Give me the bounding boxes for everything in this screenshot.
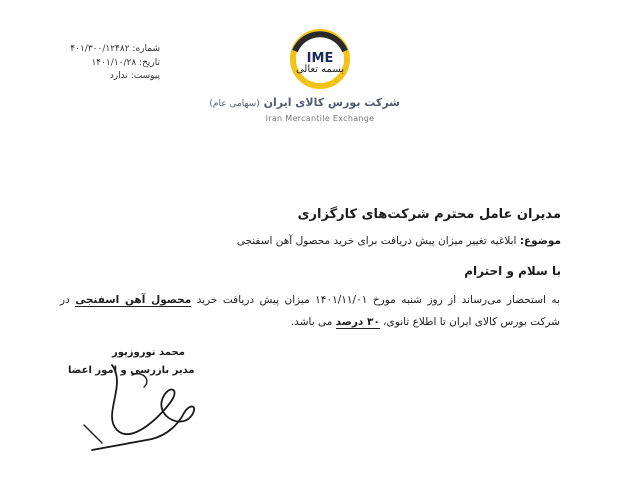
logo-text: IME <box>306 51 334 66</box>
company-name-fa <box>209 96 400 109</box>
addressee: مدیران عامل محترم شرکت‌های کارگزاری <box>297 207 561 222</box>
body-part-2: در شرکت بورس کالای ایران تا اطلاع ثانوی، <box>60 294 560 328</box>
letter-attachment: پیوست: ندارد <box>109 71 160 81</box>
signer-name: محمد نوروزپور <box>112 347 185 358</box>
company-name-fa-main: شرکت بورس کالای ایران <box>263 96 400 109</box>
subject-line <box>237 235 561 247</box>
letter-body <box>60 289 560 333</box>
letterhead <box>209 27 400 139</box>
letter-date: تاریخ: ۱۴۰۱/۱۰/۲۸ <box>91 57 160 68</box>
subject-label: موضوع: <box>519 235 561 247</box>
greeting: با سلام و احترام <box>464 264 561 278</box>
letter-number: شماره: ۴۰۱/۳۰۰/۱۲۴۸۲ <box>70 44 160 54</box>
body-product: محصول آهن اسفنجی <box>75 294 192 306</box>
company-name-en: Iran Mercantile Exchange <box>265 114 375 123</box>
handwritten-signature <box>72 355 232 455</box>
body-percent: ۳۰ درصد <box>335 316 380 328</box>
ime-logo-icon <box>278 27 362 91</box>
body-part-3: می باشد. <box>290 316 333 328</box>
letter-meta <box>64 43 160 84</box>
company-name-fa-suffix: (سهامی عام) <box>209 99 260 109</box>
body-part-1: به استحضار می‌رساند از روز شنبه مورخ ۱۴۰۱/۱۱/۰۱ میزان پیش دریافت خرید <box>196 294 560 306</box>
subject-text: ابلاغیه تغییر میزان پیش دریافت برای خرید محصول آهن اسفنجی <box>236 235 517 247</box>
basmeh-text: بسمه تعالی <box>295 64 345 75</box>
signer-title: مدیر بازرسی و امور اعضا <box>68 365 195 376</box>
